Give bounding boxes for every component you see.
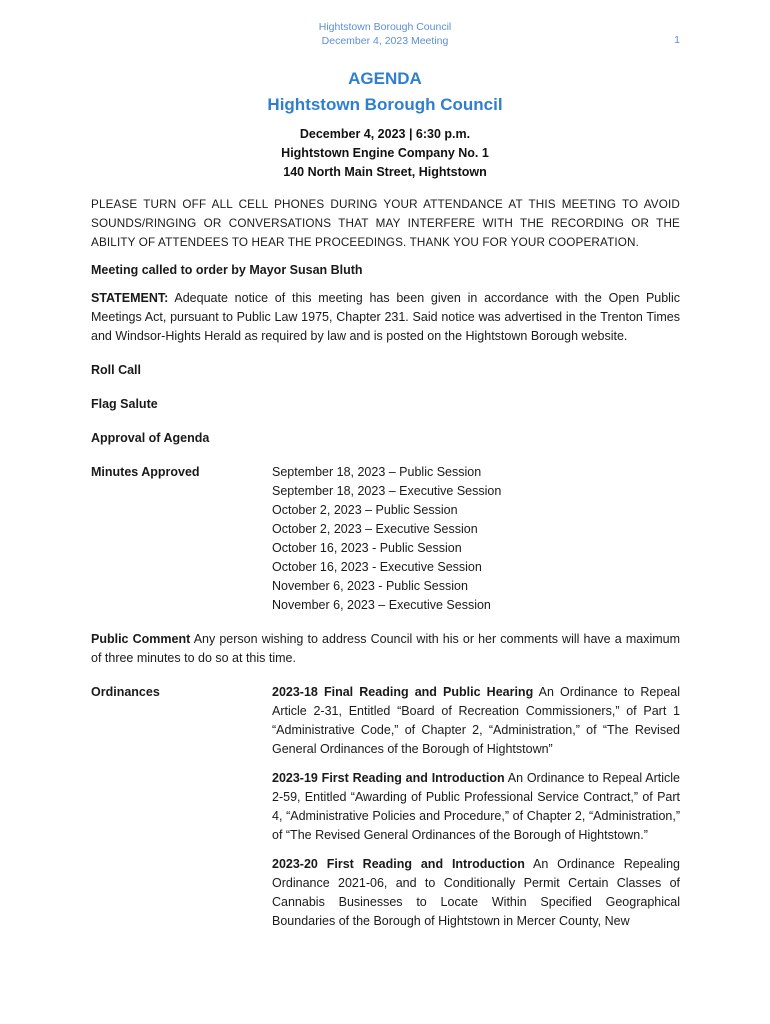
minutes-item: October 16, 2023 - Executive Session [272,560,482,574]
cell-phone-notice: PLEASE TURN OFF ALL CELL PHONES DURING YOUR ATTENDANCE AT THIS MEETING TO AVOID SOUNDS/RINGING OR CONVERSATIONS THAT MAY INTERFERE WITH THE RECORDING OR THE ABILITY OF ATTENDEES TO HEAR THE PROCEEDINGS. THANK YOU FOR YOUR COOPERATION. [91,198,680,249]
public-comment-paragraph [91,630,680,668]
minutes-item: October 2, 2023 – Public Session [272,503,458,517]
minutes-label: Minutes Approved [91,465,200,479]
meeting-date-time: December 4, 2023 | 6:30 p.m. [299,127,471,141]
ordinances-list [272,683,680,941]
statement-text: Adequate notice of this meeting has been given in accordance with the Open Public Meetings Act, pursuant to Public Law 1975, Chapter 231. Said notice was advertised in the Trenton Times and Windsor-Hights Herald as required by law and is posted on the Hightstown Borough website. [91,291,680,343]
statement-label: STATEMENT: [91,291,169,305]
ordinance-item [272,855,680,931]
minutes-section [91,463,680,615]
page-number: 1 [674,34,680,46]
header-meeting-date: December 4, 2023 Meeting [321,35,449,47]
meeting-venue: Hightstown Engine Company No. 1 [281,146,489,160]
approval-of-agenda: Approval of Agenda [91,431,210,445]
roll-call: Roll Call [91,363,142,377]
statement-paragraph [91,289,680,346]
running-header [0,20,770,48]
ordinance-text: An Ordinance to Repeal Article 2-31, Entitled “Board of Recreation Commissioners,” of Part 1 “Administrative Code,” of Chapter 2, “Administration,” of “The Revised General Ordinances of the Borough of Hightstown” [272,685,680,756]
minutes-item: November 6, 2023 – Executive Session [272,598,491,612]
header-council-name: Hightstown Borough Council [318,21,452,33]
agenda-body [91,195,680,956]
called-to-order: Meeting called to order by Mayor Susan Bluth [91,263,363,277]
flag-salute: Flag Salute [91,397,158,411]
minutes-item: October 2, 2023 – Executive Session [272,522,478,536]
ordinance-heading: 2023-19 First Reading and Introduction [272,771,505,785]
public-comment-label: Public Comment [91,632,191,646]
public-comment-text: Any person wishing to address Council with his or her comments will have a maximum of three minutes to do so at this time. [91,632,680,665]
ordinance-text: An Ordinance Repealing Ordinance 2021-06, and to Conditionally Permit Certain Classes of Cannabis Businesses to Locate Within Specified Geographical Boundaries of the Borough of Hightstown in Mercer County, New [272,857,680,928]
ordinance-text: An Ordinance to Repeal Article 2-59, Entitled “Awarding of Public Professional Service Contract,” of Part 4, “Administrative Policies and Procedure,” of Chapter 2, “Administration,” of “The Revised General Ordinances of the Borough of Hightstown.” [272,771,680,842]
agenda-heading: AGENDA [348,69,422,88]
ordinances-section [91,683,680,941]
minutes-list [272,463,680,615]
ordinance-item [272,769,680,845]
ordinance-heading: 2023-18 Final Reading and Public Hearing [272,685,534,699]
title-block [0,66,770,182]
minutes-item: September 18, 2023 – Public Session [272,465,482,479]
council-title: Hightstown Borough Council [267,95,503,114]
minutes-item: November 6, 2023 - Public Session [272,579,468,593]
meeting-address: 140 North Main Street, Hightstown [283,165,487,179]
ordinances-label: Ordinances [91,685,160,699]
minutes-item: September 18, 2023 – Executive Session [272,484,502,498]
minutes-item: October 16, 2023 - Public Session [272,541,462,555]
ordinance-heading: 2023-20 First Reading and Introduction [272,857,525,871]
ordinance-item [272,683,680,759]
